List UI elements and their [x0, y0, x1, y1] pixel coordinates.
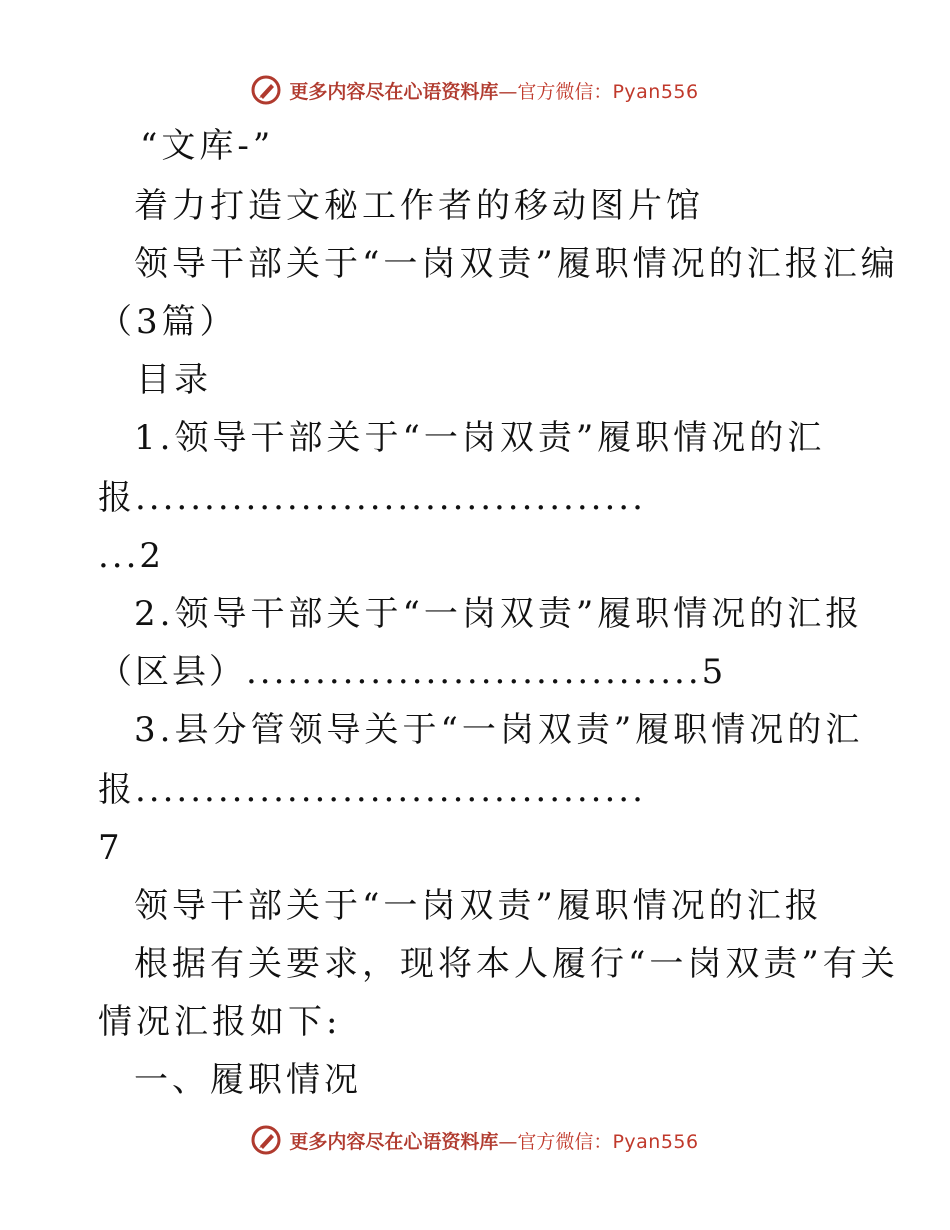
watermark-wechat-label: 官方微信：: [517, 80, 613, 103]
watermark-wechat-label: 官方微信：: [517, 1130, 613, 1153]
toc-entry-3-leader: 报.....................................: [98, 770, 646, 810]
watermark-site: 更多内容尽在心语资料库: [289, 1130, 499, 1153]
toc-entry-1: 1.领导干部关于“一岗双责”履职情况的汇: [134, 418, 826, 458]
section-title: 领导干部关于“一岗双责”履职情况的汇报: [134, 886, 823, 926]
toc-entry-3-page: 7: [98, 828, 124, 868]
toc-entry-2-leader: （区县）.................................5: [98, 652, 727, 692]
watermark-site: 更多内容尽在心语资料库: [289, 80, 499, 103]
paragraph-line-1: 根据有关要求，现将本人履行“一岗双责”有关: [134, 944, 899, 984]
watermark-wechat-id: Pyan556: [612, 1130, 699, 1153]
watermark-dash: —: [498, 80, 518, 103]
doc-title: 领导干部关于“一岗双责”履职情况的汇报汇编: [134, 244, 899, 284]
watermark-text: [289, 1127, 698, 1154]
watermark-wechat-id: Pyan556: [612, 80, 699, 103]
doc-line-wenku: “文库-”: [140, 126, 275, 166]
paragraph-line-2: 情况汇报如下:: [98, 1002, 342, 1042]
watermark-text: [289, 77, 698, 104]
toc-entry-3: 3.县分管领导关于“一岗双责”履职情况的汇: [134, 710, 864, 750]
toc-heading: 目录: [136, 360, 212, 400]
doc-tagline: 着力打造文秘工作者的移动图片馆: [134, 186, 704, 226]
watermark-dash: —: [498, 1130, 518, 1153]
footer-watermark-banner: [0, 1120, 950, 1160]
pen-seal-logo-icon: [251, 75, 281, 105]
toc-entry-1-leader: 报.....................................: [98, 478, 646, 518]
toc-entry-2: 2.领导干部关于“一岗双责”履职情况的汇报: [134, 594, 864, 634]
header-watermark-banner: [0, 70, 950, 110]
toc-entry-1-page: ...2: [98, 536, 165, 576]
doc-title-count: （3篇）: [98, 302, 238, 342]
heading-performance: 一、履职情况: [134, 1060, 362, 1100]
pen-seal-logo-icon: [251, 1125, 281, 1155]
